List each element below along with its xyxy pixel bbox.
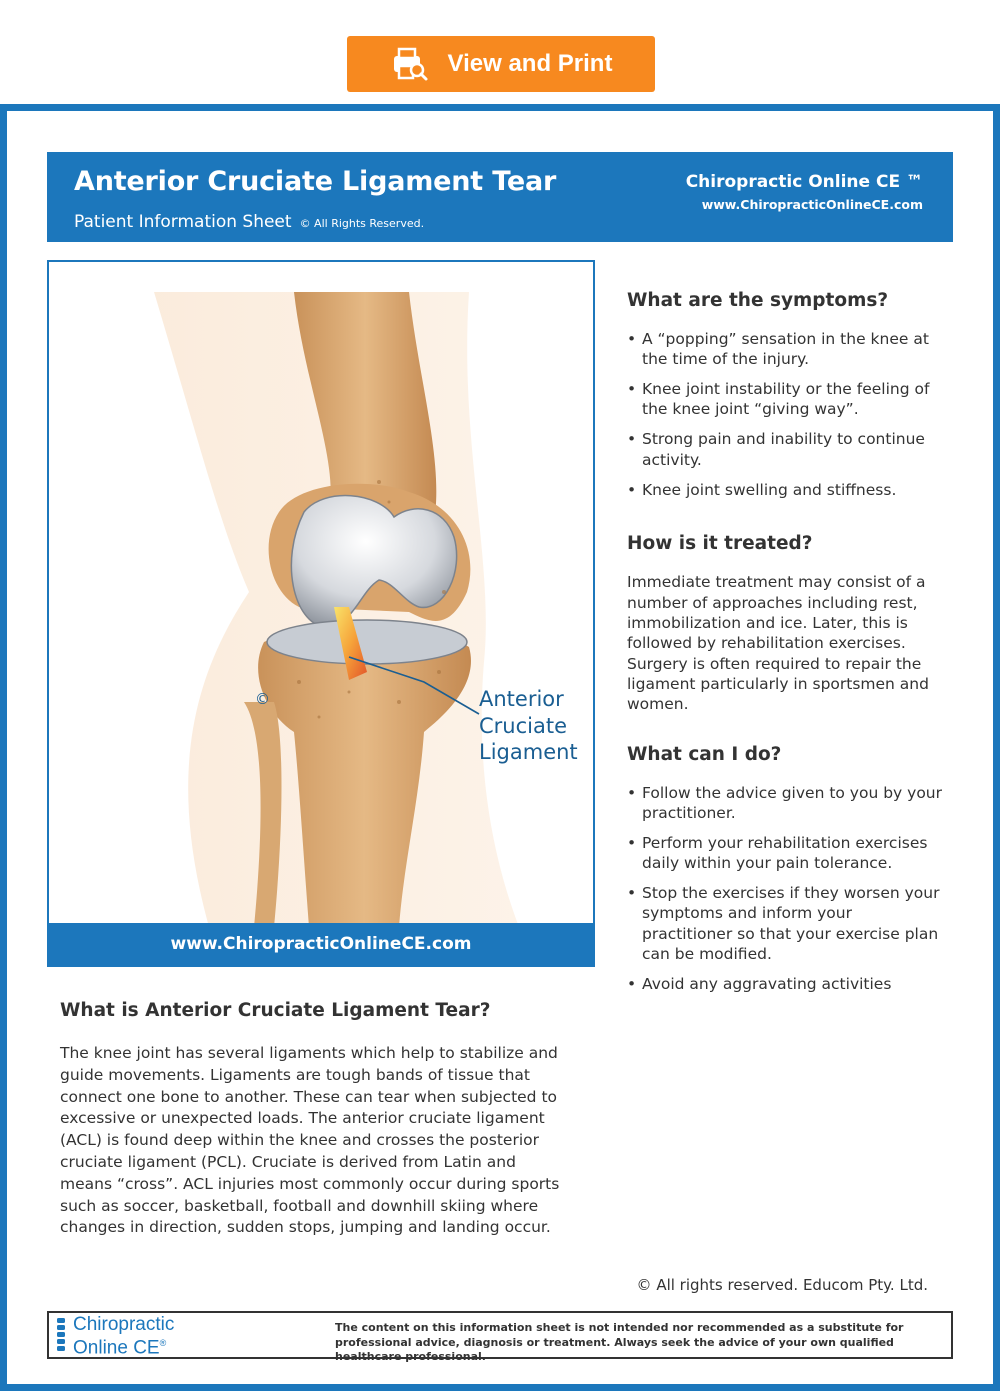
list-item: • Perform your rehabilitation exercises daily within your pain tolerance. (627, 833, 947, 874)
callout-line-3: Ligament (479, 740, 578, 764)
list-item: • Follow the advice given to you by your practitioner. (627, 783, 947, 824)
page-title: Anterior Cruciate Ligament Tear (74, 166, 557, 197)
logo-line-1: Chiropractic (73, 1313, 175, 1335)
symptoms-list (627, 329, 947, 500)
treatment-body: Immediate treatment may consist of a number of approaches including rest, immobilization and ice. Later, this is followed by rehabilitation exercises. Surgery is often required to repair the ligament particularly in sportsmen and women. (627, 573, 929, 714)
knee-illustration-panel (47, 260, 595, 967)
copyright-notice: © All rights reserved. Educom Pty. Ltd. (636, 1276, 928, 1294)
actions-list (627, 783, 947, 994)
spine-logo-icon (55, 1317, 67, 1355)
intro-heading: What is Anterior Cruciate Ligament Tear? (60, 1000, 491, 1021)
actions-heading: What can I do? (627, 743, 782, 765)
treatment-heading: How is it treated? (627, 533, 813, 555)
subtitle-text: Patient Information Sheet (74, 212, 292, 232)
symptoms-heading: What are the symptoms? (627, 290, 889, 311)
logo-line-2-text: Online CE (73, 1337, 160, 1359)
registered-mark: ® (159, 1337, 167, 1348)
disclaimer-text: The content on this information sheet is not intended nor recommended as a substitute for professional advice, diagnosis or treatment. Always seek the advice of your own qualified healthcare professional. (335, 1321, 904, 1363)
brand-url: www.ChiropracticOnlineCE.com (701, 197, 923, 212)
view-and-print-label: View and Print (447, 50, 613, 77)
intro-body: The knee joint has several ligaments which help to stabilize and guide movements. Ligaments are tough bands of tissue that connect one bone to another. These can tear when subjected to excessive or unexpected loads. The anterior cruciate ligament (ACL) is found deep within the knee and crosses the posterior cruciate ligament (PCL). Cruciate is derived from Latin and means “cross”. ACL injuries most commonly occur during sports such as soccer, basketball, football and downhill skiing where changes in direction, sudden stops, jumping and landing occur. (60, 1044, 560, 1237)
title-bar (47, 152, 953, 242)
callout-line-1: Anterior (479, 687, 564, 711)
page-subtitle (74, 212, 424, 232)
acl-callout-label (479, 686, 578, 766)
callout-line-2: Cruciate (479, 713, 568, 738)
right-column (627, 290, 947, 1004)
view-and-print-button[interactable] (347, 36, 655, 92)
intro-section (60, 1000, 560, 1239)
chiropractic-online-logo (55, 1313, 175, 1359)
printer-search-icon (390, 44, 430, 84)
brand-name: Chiropractic Online CE ™ (685, 172, 923, 192)
list-item: • Knee joint swelling and stiffness. (627, 480, 947, 500)
disclaimer-footer (47, 1311, 953, 1363)
list-item: • Stop the exercises if they worsen your symptoms and inform your practitioner so that your exercise plan can be modified. (627, 883, 947, 964)
list-item: • Knee joint instability or the feeling of the knee joint “giving way”. (627, 379, 947, 420)
logo-line-2 (73, 1334, 174, 1357)
list-item: • Avoid any aggravating activities (627, 974, 947, 994)
list-item: • A “popping” sensation in the knee at the time of the injury. (627, 329, 947, 370)
knee-anatomy-illustration (49, 262, 593, 927)
illustration-copyright-mark: © (255, 690, 270, 708)
list-item: • Strong pain and inability to continue activity. (627, 429, 947, 470)
rights-text: © All Rights Reserved. (299, 217, 425, 230)
figure-footer-url: www.ChiropracticOnlineCE.com (49, 923, 593, 965)
